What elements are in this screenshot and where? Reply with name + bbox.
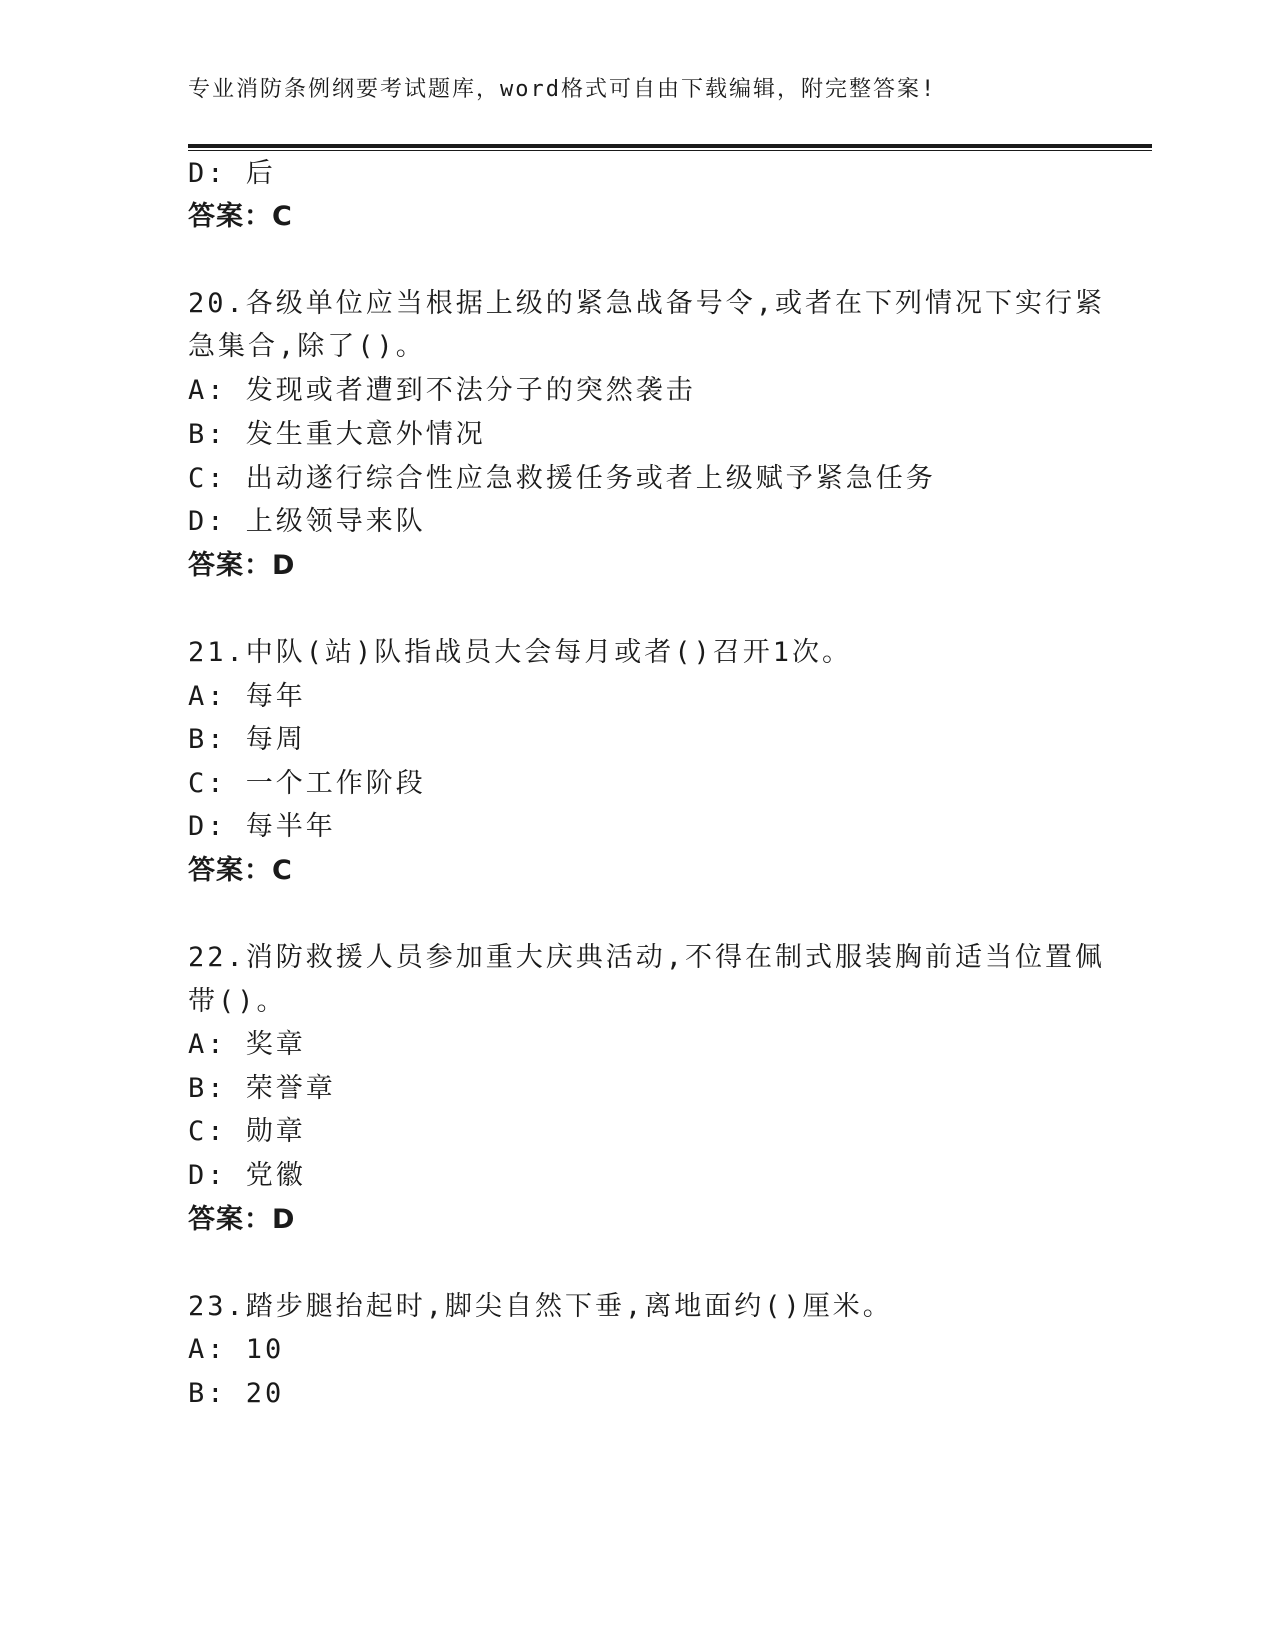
question-line: 急集合,除了()。 [188, 331, 426, 362]
answer-line: 答案：D [188, 1204, 296, 1235]
answer-line: 答案：D [188, 550, 296, 581]
option-line: A: 10 [188, 1334, 285, 1365]
answer-line: 答案：C [188, 855, 293, 886]
option-line: B: 发生重大意外情况 [188, 419, 486, 450]
option-line: B: 20 [188, 1378, 285, 1409]
option-line: B: 每周 [188, 724, 306, 755]
question-line: 20.各级单位应当根据上级的紧急战备号令,或者在下列情况下实行紧 [188, 288, 1106, 319]
option-line: D: 每半年 [188, 811, 336, 842]
option-line: A: 发现或者遭到不法分子的突然袭击 [188, 375, 696, 406]
header-divider-thick [188, 144, 1152, 148]
question-line: 21.中队(站)队指战员大会每月或者()召开1次。 [188, 637, 853, 668]
option-line: D: 后 [188, 158, 276, 189]
question-line: 23.踏步腿抬起时,脚尖自然下垂,离地面约()厘米。 [188, 1291, 893, 1322]
option-line: C: 一个工作阶段 [188, 768, 426, 799]
answer-line: 答案：C [188, 201, 293, 232]
option-line: C: 出动遂行综合性应急救援任务或者上级赋予紧急任务 [188, 463, 936, 494]
option-line: D: 上级领导来队 [188, 506, 426, 537]
page-header: 专业消防条例纲要考试题库，word格式可自由下载编辑，附完整答案! [188, 77, 937, 102]
option-line: D: 党徽 [188, 1160, 306, 1191]
question-line: 22.消防救援人员参加重大庆典活动,不得在制式服装胸前适当位置佩 [188, 942, 1106, 973]
option-line: A: 每年 [188, 681, 306, 712]
option-line: C: 勋章 [188, 1116, 306, 1147]
question-line: 带()。 [188, 986, 287, 1017]
option-line: A: 奖章 [188, 1029, 306, 1060]
header-divider-thin [188, 150, 1152, 151]
option-line: B: 荣誉章 [188, 1073, 336, 1104]
